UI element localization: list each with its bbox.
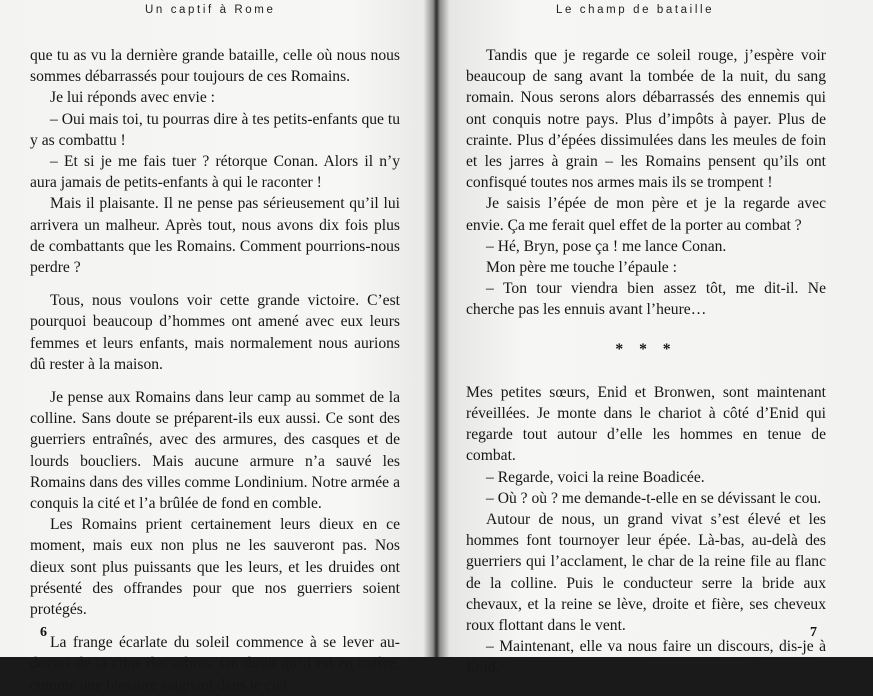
paragraph: Autour de nous, un grand vivat s’est élevé et les hommes font tournoyer leur épée. Là-bas, au-delà des guerriers qui l’acclament, le char de la reine file au flanc de la colline. Puis le conducteur serre la bride aux chevaux, et la reine se lève, droite et fière, ses cheveux roux flottant dans le vent. [466,511,826,635]
page-number-left: 6 [40,625,47,640]
running-head-left: Un captif à Rome [145,4,276,16]
paragraph: que tu as vu la dernière grande bataille, celle où nous nous sommes débarrassés pour toujours de ces Romains. [30,47,400,86]
paragraph: Je pense aux Romains dans leur camp au sommet de la colline. Sans doute se préparent-ils eux aussi. Ce sont des guerriers entraînés, avec des armures, des casques et de lourds boucliers. Mais aucune armure n’a sauvé les Romains dans des villes comme Londinium. Notre armée a conquis la cité et l’a brûlée de fond en comble. [30,389,400,513]
paragraph: Tandis que je regarde ce soleil rouge, j’espère voir beaucoup de sang avant la tombée de la nuit, du sang romain. Nous serons alors débarrassés des ennemis qui ont conquis notre pays. Plus d’impôts à payer. Plus de crainte. Plus d’épées dissimulées dans les meules de foin et les jarres à grain – les Romains pensent qu’ils ont confisqué toutes nos armes mais ils se trompent ! [466,47,826,192]
paragraph: Mon père me touche l’épaule : [486,259,677,277]
dialogue-line: – Ton tour viendra bien assez tôt, me dit-il. Ne cherche pas les ennuis avant l’heure… [466,280,826,319]
paragraph: Je saisis l’épée de mon père et je la regarde avec envie. Ça me ferait quel effet de la porter au combat ? [466,195,826,234]
paragraph: La frange écarlate du soleil commence à se lever au-dessus de la cime des arbres. On dirait qu’il est en colère, comme une blessure saignant dans le ciel. [30,634,400,694]
dialogue-line: – Oui mais toi, tu pourras dire à tes petits-enfants que tu y as combattu ! [30,110,400,149]
paragraph: Tous, nous voulons voir cette grande victoire. C’est pourquoi beaucoup d’hommes ont amené avec eux leurs femmes et leurs enfants, mais normalement nous aurions dû rester à la maison. [30,292,400,373]
dialogue-line: – Regarde, voici la reine Boadicée. [486,468,705,486]
dialogue-line: – Maintenant, elle va nous faire un discours, dis-je à Enid. [466,638,826,677]
dialogue-line: – Et si je me fais tuer ? rétorque Conan. Alors il n’y aura jamais de petits-enfants à qui le raconter ! [30,153,400,192]
page-number-right: 7 [810,625,817,640]
section-separator: * * * [615,340,677,358]
paragraph: Les Romains prient certainement leurs dieux en ce moment, mais eux non plus ne les sauveront pas. Nos dieux sont plus puissants que les leurs, et les druides ont présenté des offrandes pour que nos guerriers soient protégés. [30,516,400,619]
paragraph: Mes petites sœurs, Enid et Bronwen, sont maintenant réveillées. Je monte dans le chariot à côté d’Enid qui regarde tout autour d’elle les hommes en tenue de combat. [466,383,826,465]
right-page-text [466,45,826,679]
right-page [436,0,873,677]
left-page [0,0,434,694]
dialogue-line: – Où ? où ? me demande-t-elle en se dévissant le cou. [486,489,822,507]
running-head-right: Le champ de bataille [556,4,715,16]
dialogue-line: – Hé, Bryn, pose ça ! me lance Conan. [486,237,727,255]
paragraph: Mais il plaisante. Il ne pense pas sérieusement qu’il lui arrivera un malheur. Après tout, nous avons dix fois plus de combattants que les Romains. Comment pourrions-nous perdre ? [30,195,400,277]
paragraph: Je lui réponds avec envie : [50,89,215,107]
left-page-text [30,45,400,696]
